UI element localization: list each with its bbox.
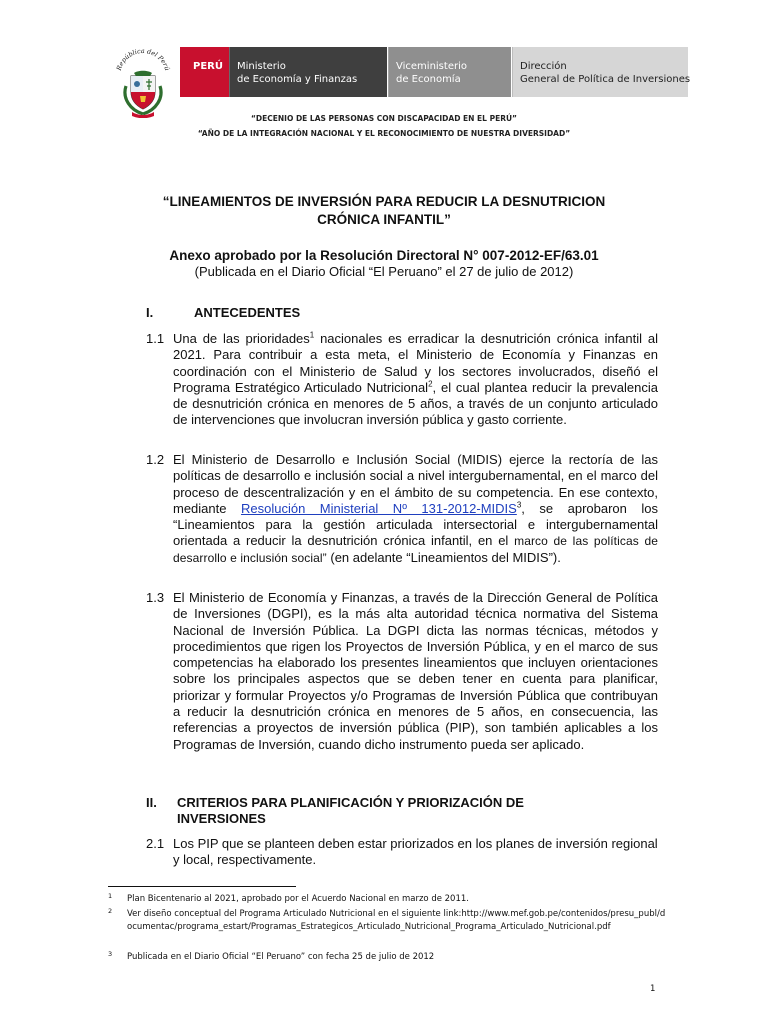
paragraph-text: El Ministerio de Economía y Finanzas, a través de la Dirección General de Política de Inversiones (DGPI), es la más alta autoridad técnica normativa del Sistema Nacional de Inversión Pública. La DGPI dicta las normas técnicas, métodos y procedimientos que rigen los Proyectos de Inversión Pública, y en el marco de sus competencias ha elaborado los presentes lineamientos que incluyen orientaciones sobre los principales aspectos que se deben tener en cuenta para planificar, priorizar y formular Proyectos y/o Programas de Inversión Pública que contribuyan a reducir la desnutrición crónica en menores de 5 años, en consecuencia, las referencias a proyectos de inversión pública (PIP), son también aplicables a los Programas de Inversión, cuando dicho instrumento pueda ser aplicado. [173, 590, 658, 752]
paragraph-number: 1.2 [146, 452, 165, 467]
brand-ministry-box [229, 47, 387, 97]
document-title-line1: “LINEAMIENTOS DE INVERSIÓN PARA REDUCIR LA DESNUTRICION [162, 194, 606, 209]
footnote-1 [108, 893, 668, 906]
svg-text:República del Perú: República del Perú [114, 46, 172, 72]
paragraph-text: Una de las prioridades$^1$ nacionales es erradicar la desnutrición crónica infantil al 2021. Para contribuir a esta meta, el Ministerio de Economía y Finanzas en coordinación con el Ministerio de Salud y los sectores involucrados, diseñó el Programa Estratégico Articulado Nutricional$^2$, el cual plantea reducir la prevalencia de desnutrición crónica en menores de 5 años, a través de un conjunto articulado de intervenciones que involucran inversión pública y gasto corriente. [173, 330, 658, 428]
coat-of-arms-icon [112, 46, 174, 118]
paragraph-text: El Ministerio de Desarrollo e Inclusión Social (MIDIS) ejerce la rectoría de las políticas de desarrollo e inclusión social a nivel intergubernamental, en el marco del proceso de descentralización y en el ámbito de su competencia. En ese contexto, mediante Resolución Ministerial Nº 131-2012-MIDIS$^3$, se aprobaron los “Lineamientos para la gestión articulada intersectorial e intergubernamental orientada a reducir la desnutrición crónica infantil, en el marco de las políticas de desarrollo e inclusión social” (en adelante “Lineamientos del MIDIS”). [173, 452, 658, 565]
document-title-line2: CRÓNICA INFANTIL” [317, 212, 451, 227]
brand-direction-line2: General de Política de Inversiones [520, 74, 691, 85]
brand-ministry-line1: Ministerio [237, 61, 286, 72]
section-title-line2: INVERSIONES [177, 811, 266, 826]
brand-peru-label: PERÚ [193, 61, 223, 72]
section-heading-criterios [146, 795, 616, 827]
section-title: ANTECEDENTES [194, 305, 301, 320]
brand-direction-line1: Dirección [520, 61, 567, 72]
brand-vice-line1: Viceministerio [396, 61, 467, 72]
footnote-separator [108, 886, 296, 887]
section-number: I. [146, 305, 154, 320]
motto-year: “AÑO DE LA INTEGRACIÓN NACIONAL Y EL RECONOCIMIENTO DE NUESTRA DIVERSIDAD” [197, 129, 571, 138]
brand-direction-box [512, 47, 691, 97]
section-heading-antecedentes [146, 305, 666, 321]
publication-line: (Publicada en el Diario Oficial “El Peruano” el 27 de julio de 2012) [194, 264, 574, 279]
page-number: 1 [650, 984, 656, 994]
footnote-ref-2[interactable]: 2 [428, 379, 433, 389]
resolution-link[interactable]: Resolución Ministerial Nº 131-2012-MIDIS [240, 500, 517, 516]
footnote-3 [108, 951, 668, 964]
paragraph-1-2 [146, 452, 658, 566]
paragraph-1-1 [146, 331, 658, 429]
paragraph-1-3 [146, 590, 658, 753]
footnote-2 [108, 908, 668, 933]
footnote-text[interactable]: Ver diseño conceptual del Programa Articulado Nutricional en el siguiente link:http://www.mef.gob.pe/contenidos/presu_publ/documentac/programa_estart/Programas_Estrategicos_Articulado_Nutricional_Programa_Articulado_Nutricional.pdf [127, 909, 666, 932]
paragraph-number: 1.1 [146, 331, 165, 346]
paragraph-text: Los PIP que se planteen deben estar priorizados en los planes de inversión regional y local, respectivamente. [173, 836, 658, 868]
footnote-ref-1[interactable]: 1 [309, 330, 315, 340]
footnote-text: Plan Bicentenario al 2021, aprobado por el Acuerdo Nacional en marzo de 2011. [127, 894, 469, 904]
footnote-number: 2 [108, 907, 113, 915]
footnote-number: 1 [108, 892, 113, 900]
paragraph-2-1 [146, 836, 658, 869]
brand-peru-box [180, 47, 229, 97]
paragraph-number: 1.3 [146, 590, 165, 605]
footnote-ref-3[interactable]: 3 [516, 500, 522, 510]
brand-vice-box [388, 47, 511, 97]
brand-ministry-line2: de Economía y Finanzas [237, 74, 358, 85]
approval-line: Anexo aprobado por la Resolución Directoral N° 007-2012-EF/63.01 [169, 248, 599, 263]
footnote-text: Publicada en el Diario Oficial “El Peruano” con fecha 25 de julio de 2012 [127, 952, 435, 962]
footnote-number: 3 [108, 950, 113, 958]
section-title-line1: CRITERIOS PARA PLANIFICACIÓN Y PRIORIZACIÓN DE [177, 795, 524, 810]
motto-decade: “DECENIO DE LAS PERSONAS CON DISCAPACIDAD EN EL PERÚ” [251, 114, 517, 123]
brand-vice-line2: de Economía [396, 74, 461, 85]
paragraph-number: 2.1 [146, 836, 165, 851]
section-number: II. [146, 795, 157, 810]
